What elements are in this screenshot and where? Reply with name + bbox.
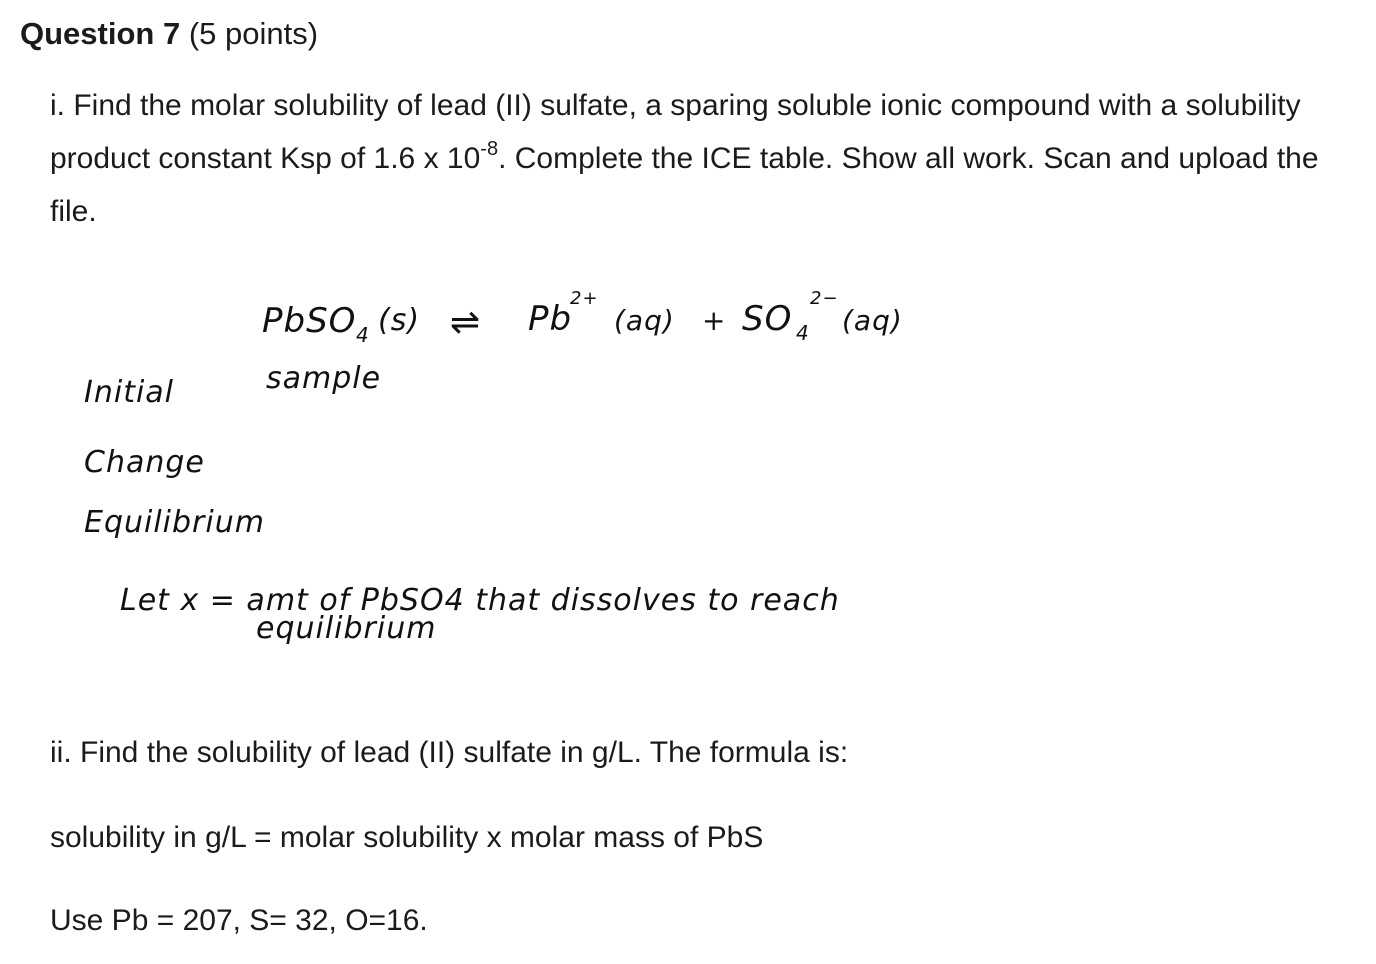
- question-header: [20, 14, 318, 54]
- handwritten-work-image: [0, 270, 1000, 690]
- part-i-text-end: . Complete the ICE table. Show all work. Scan and upload the file.: [50, 142, 1319, 228]
- ice-row-initial: Initial: [84, 375, 175, 410]
- solubility-formula: solubility in g/L = molar solubility x molar mass of PbS: [50, 821, 764, 854]
- hw-cation-charge: 2+: [570, 288, 599, 309]
- ice-row-equilibrium: Equilibrium: [84, 505, 265, 540]
- hw-sample: sample: [266, 361, 382, 396]
- handwritten-reaction: [262, 288, 903, 396]
- hw-equilibrium-arrow: ⇌: [450, 302, 482, 343]
- part-i-prompt: [50, 79, 1360, 238]
- part-i-text-start: i. Find the molar solubility of lead (II) sulfate, a sparing soluble ionic compound with a solubility product constant Ksp of 1.6 x 10: [50, 89, 1301, 175]
- hw-cation: Pb: [528, 299, 573, 339]
- hw-anion-charge: 2−: [810, 288, 839, 309]
- let-x-line-1: Let x = amt of PbSO4 that dissolves to reach: [120, 583, 840, 618]
- hw-anion: SO: [742, 299, 793, 339]
- part-ii-prompt: ii. Find the solubility of lead (II) sulfate in g/L. The formula is:: [50, 736, 849, 769]
- ksp-exponent: -8: [480, 138, 499, 160]
- hw-reactant: PbSO: [262, 301, 357, 341]
- hw-plus: +: [702, 304, 727, 337]
- question-points: (5 points): [188, 16, 319, 51]
- hw-anion-sub: 4: [796, 321, 810, 345]
- hw-cation-state: (aq): [614, 304, 675, 337]
- atomic-masses: Use Pb = 207, S= 32, O=16.: [50, 904, 428, 937]
- let-x-definition: [120, 583, 840, 646]
- let-x-line-2: equilibrium: [256, 611, 437, 646]
- hw-reactant-sub: 4: [356, 323, 370, 347]
- ice-row-change: Change: [84, 445, 205, 480]
- hw-anion-state: (aq): [842, 304, 903, 337]
- question-title: Question 7: [20, 16, 181, 51]
- ice-table-rows: [84, 375, 265, 540]
- hw-reactant-state: (s): [378, 303, 421, 338]
